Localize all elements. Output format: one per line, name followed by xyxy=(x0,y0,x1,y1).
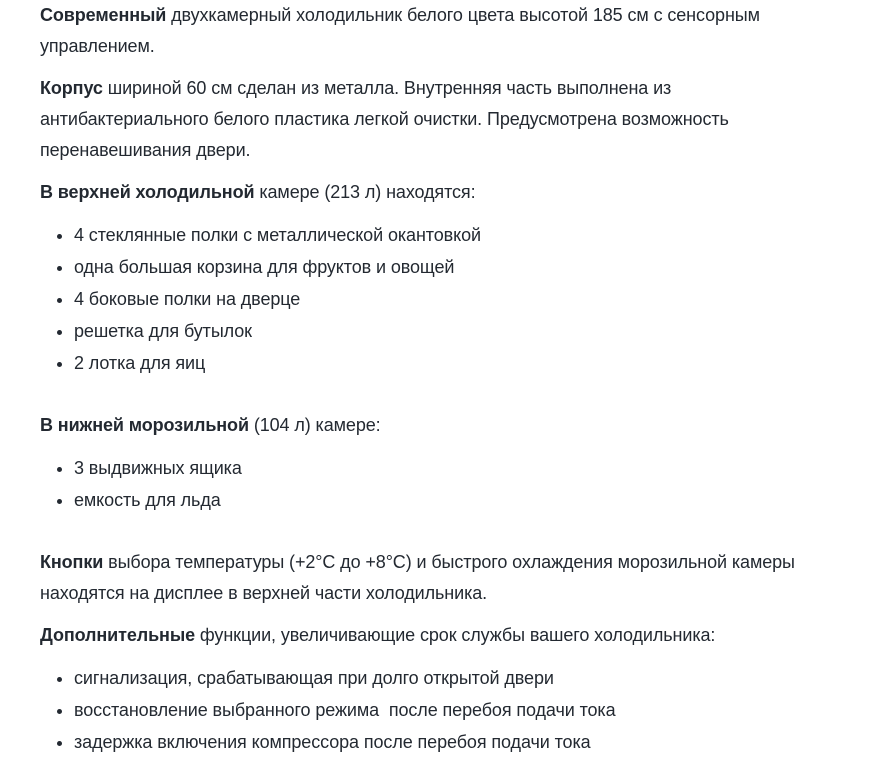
paragraph-freezer-compartment-text: (104 л) камере: xyxy=(248,415,381,435)
paragraph-intro-lead: Современный xyxy=(40,5,167,25)
paragraph-fridge-compartment xyxy=(40,177,832,208)
freezer-compartment-list xyxy=(40,452,832,516)
fridge-compartment-list xyxy=(40,219,832,379)
list-item: • восстановление выбранного режима после перебоя подачи тока xyxy=(74,694,832,726)
paragraph-body xyxy=(40,73,832,166)
paragraph-intro xyxy=(40,0,832,62)
paragraph-intro-text: двухкамерный холодильник белого цвета высотой 185 см с сенсорным управлением. xyxy=(40,5,765,56)
list-item: • 2 лотка для яиц xyxy=(74,347,832,379)
list-item: • 4 боковые полки на дверце xyxy=(74,283,832,315)
paragraph-freezer-compartment xyxy=(40,410,832,441)
paragraph-controls-text: выбора температуры (+2°C до +8°C) и быстрого охлаждения морозильной камеры находятся на дисплее в верхней части холодильника. xyxy=(40,552,800,603)
extra-functions-list xyxy=(40,662,832,757)
list-item: • решетка для бутылок xyxy=(74,315,832,347)
paragraph-freezer-compartment-lead: В нижней морозильной xyxy=(40,415,249,435)
list-item: • сигнализация, срабатывающая при долго открытой двери xyxy=(74,662,832,694)
list-item: • одна большая корзина для фруктов и овощей xyxy=(74,251,832,283)
list-item: • 4 стеклянные полки с металлической окантовкой xyxy=(74,219,832,251)
paragraph-body-text: шириной 60 см сделан из металла. Внутренняя часть выполнена из антибактериального белого пластика легкой очистки. Предусмотрена возможность перенавешивания двери. xyxy=(40,78,734,160)
paragraph-fridge-compartment-text: камере (213 л) находятся: xyxy=(254,182,476,202)
paragraph-controls-lead: Кнопки xyxy=(40,552,104,572)
paragraph-extra-functions xyxy=(40,620,832,651)
list-item: • задержка включения компрессора после перебоя подачи тока xyxy=(74,726,832,757)
paragraph-extra-functions-lead: Дополнительные xyxy=(40,625,196,645)
list-item: • емкость для льда xyxy=(74,484,832,516)
paragraph-body-lead: Корпус xyxy=(40,78,103,98)
paragraph-fridge-compartment-lead: В верхней холодильной xyxy=(40,182,255,202)
paragraph-controls xyxy=(40,547,832,609)
paragraph-extra-functions-text: функции, увеличивающие срок службы вашего холодильника: xyxy=(195,625,716,645)
list-item: • 3 выдвижных ящика xyxy=(74,452,832,484)
